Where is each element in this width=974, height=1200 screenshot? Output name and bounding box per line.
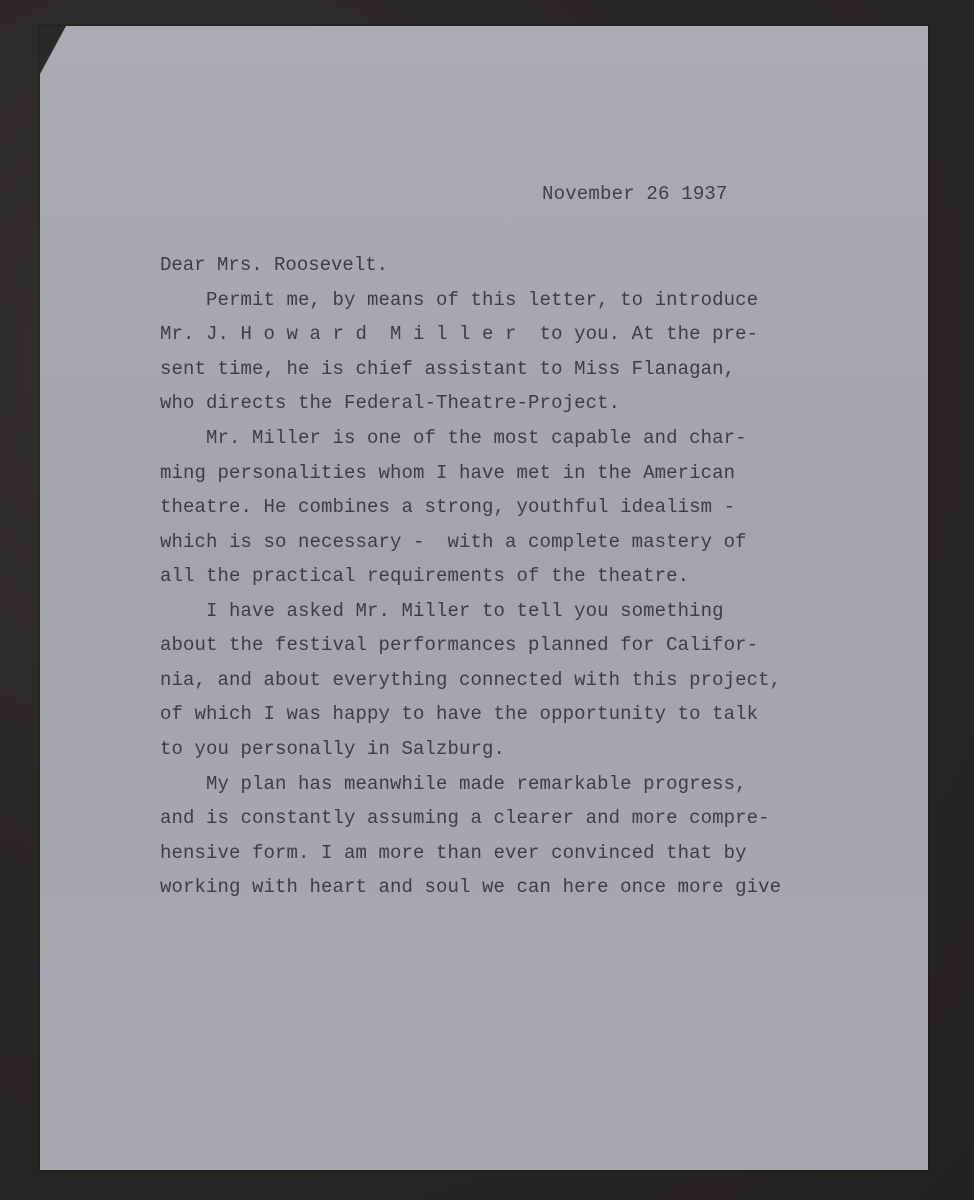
letter-line: all the practical requirements of the theatre. (160, 565, 690, 587)
letter-line: My plan has meanwhile made remarkable progress, (160, 773, 747, 795)
letter-line: of which I was happy to have the opportunity to talk (160, 703, 759, 725)
letter-line: and is constantly assuming a clearer and more compre- (160, 807, 770, 829)
letter-line: about the festival performances planned for Califor- (160, 634, 759, 656)
letter-page (40, 26, 928, 1170)
letter-line: nia, and about everything connected with this project, (160, 669, 782, 691)
letter-line: which is so necessary - with a complete mastery of (160, 531, 747, 553)
letter-line: ming personalities whom I have met in the American (160, 462, 736, 484)
letter-line: who directs the Federal-Theatre-Project. (160, 392, 621, 414)
letter-line: sent time, he is chief assistant to Miss Flanagan, (160, 358, 736, 380)
letter-line: theatre. He combines a strong, youthful idealism - (160, 496, 736, 518)
letter-line: Mr. Miller is one of the most capable and char- (160, 427, 747, 449)
letter-salutation: Dear Mrs. Roosevelt. (160, 254, 389, 276)
letter-line: working with heart and soul we can here once more give (160, 876, 782, 898)
letter-line: to you personally in Salzburg. (160, 738, 506, 760)
letter-line: Mr. J. H o w a r d M i l l e r to you. At the pre- (160, 323, 759, 345)
letter-date: November 26 1937 (542, 183, 728, 205)
letter-line: Permit me, by means of this letter, to introduce (160, 289, 759, 311)
page-corner-fold (40, 26, 66, 74)
letter-line: I have asked Mr. Miller to tell you something (160, 600, 724, 622)
letter-line: hensive form. I am more than ever convinced that by (160, 842, 747, 864)
